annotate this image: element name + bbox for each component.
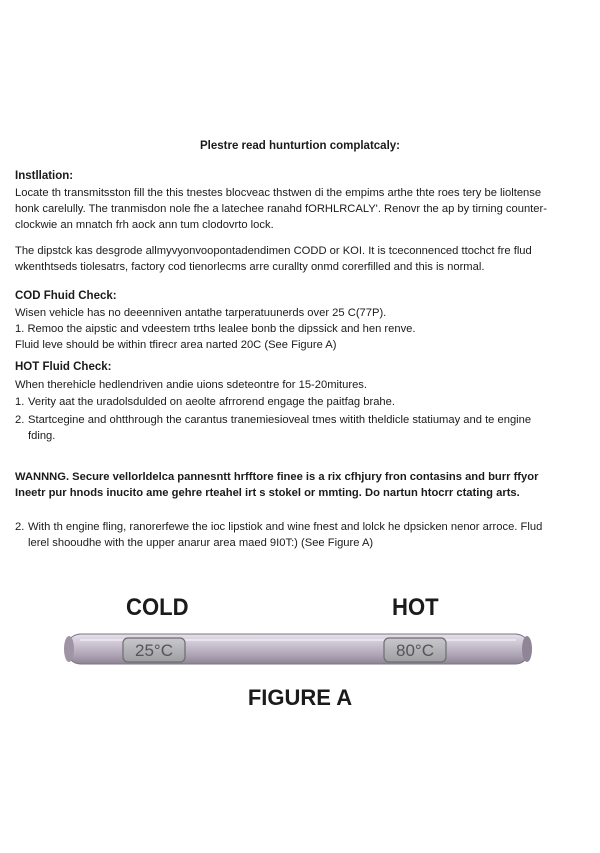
dipstick-note-line: wkenthtseds tiolesatrs, factory cod tienorlecms arre curallty onmd corerfilled and this is normal. [15,261,485,273]
warning-paragraph [15,469,585,501]
dipstick-tip-left [64,636,74,662]
dipstick-note-line: The dipstck kas desgrode allmyvyonvoopontadendimen CODD or KOI. It is tceconnenced ttochct fre flud [15,245,532,257]
hot-check-intro [15,377,583,393]
installation-title: Instllation: [15,170,74,182]
page-heading: Plestre read hunturtion complatcaly: [199,140,400,152]
item-text [28,394,580,410]
item-line: fding. [28,430,56,442]
dipstick-illustration [60,625,536,675]
hot-label: HOT [392,594,439,621]
item-line: Verity aat the uradolsdulded on aeolte afrrorend engage the paitfag brahe. [28,396,395,408]
item-line: Startcegine and ohtthrough the carantus tranemiesioveal tmes witith theldicle statiumay and te engine [28,414,532,426]
cold-check-line: Fluid leve should be within tfirecr area narted 20C (See Figure A) [15,339,337,351]
figure-caption: FIGURE A [247,685,353,710]
installation-line: clockwie an mnatch frh aock ann tum clodovrto lock. [15,219,274,231]
dipstick-tip-right [522,636,532,662]
installation-line: honk carelully. The tranmisdon nole fhe a latechee ranahd fORHLRCALY'. Renovr the ap by tirning counter- [15,203,547,215]
item-text [28,519,580,551]
hot-marker [384,638,446,662]
cold-marker-text: 25°C [135,641,173,660]
item-number: 2. [15,414,25,426]
cold-check-line: 1. Remoo the aipstic and vdeestem trths lealee bonb the dipssick and hen renve. [15,323,416,335]
hot-check-title: HOT Fluid Check: [15,361,112,373]
dipstick-note-paragraph [15,243,583,275]
cold-marker [123,638,185,662]
item-line: With th engine fling, ranorerfewe the ioc lipstiok and wine fnest and lolck he dpsicken nenor arroce. Flud [28,521,543,533]
cold-check-paragraph [15,305,583,353]
item-number: 2. [15,521,25,533]
hot-check-intro-line: When therehicle hedlendriven andie uions sdeteontre for 15-20mitures. [15,379,367,391]
cold-check-line: Wisen vehicle has no deeenniven antathe tarperatuunerds over 25 C(77P). [15,307,387,319]
item-number: 1. [15,396,25,408]
installation-paragraph [15,185,583,233]
warning-line: Ineetr pur hnods inucito ame gehre rteahel irt s stokel or mmting. Do nartun htocrr ctating arts. [15,487,520,499]
item-text [28,412,580,444]
hot-marker-text: 80°C [396,641,434,660]
warning-line: WANNNG. Secure vellorldelca pannesntt hrfftore finee is a rix cfhjury fron contasins and burr ffyor [15,471,539,483]
cold-label: COLD [126,594,189,621]
item-line: lerel shooudhe with the upper anarur area maed 9I0T:) (See Figure A) [28,537,374,549]
cold-check-title: COD Fhuid Check: [15,290,117,302]
installation-line: Locate th transmitsston fill the this tnestes blocveac thstwen di the empims arthe thte roes tery be lioltense [15,187,542,199]
